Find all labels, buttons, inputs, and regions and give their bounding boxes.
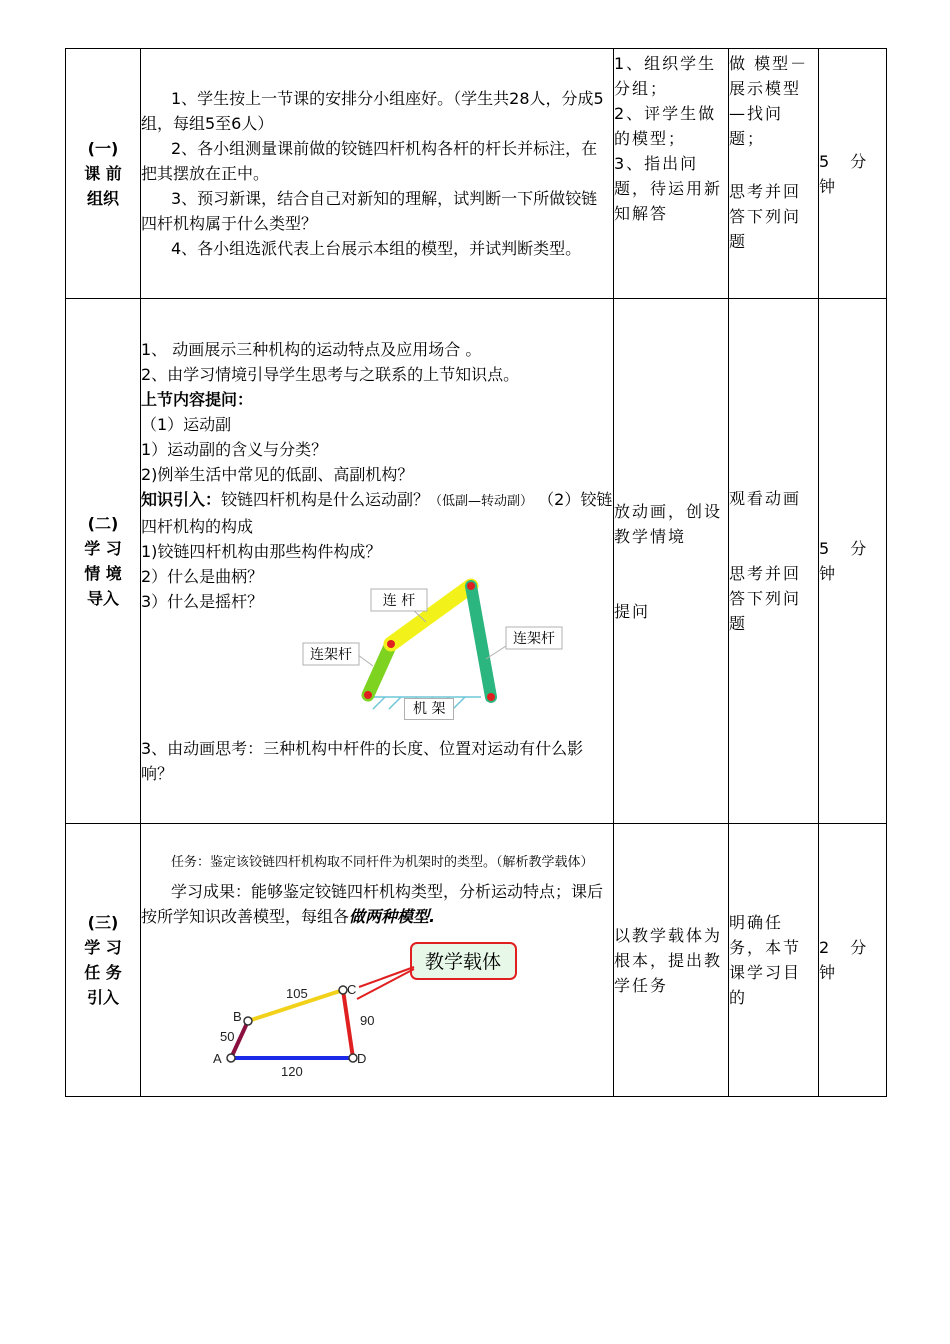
- review-item: 1）运动副的含义与分类？: [141, 439, 328, 459]
- right-side-label: 连架杆: [513, 630, 555, 647]
- content-item: 1、学生按上一节课的安排分小组座好。（学生共28人，分成5组，每组5至6人）: [141, 89, 604, 133]
- pivot-A: [227, 1054, 235, 1062]
- student-activity: 明确任务，本节课学习目的: [729, 913, 802, 1007]
- content-item: 3、由动画思考：三种机构中杆件的长度、位置对运动有什么影响？: [141, 738, 584, 783]
- time-cell: [819, 824, 887, 1097]
- stage-label: (一) 课 前 组织: [84, 139, 122, 208]
- student-activity: 思考并回答下列问题: [729, 182, 802, 251]
- knowledge-intro-label: 知识引入：: [141, 489, 222, 509]
- pivot-D: [349, 1054, 357, 1062]
- stage-cell: [66, 49, 141, 299]
- outcome-emphasis: 做两种模型: [349, 907, 430, 926]
- composition-heading: （2）铰链四杆机构的构成: [141, 489, 613, 536]
- teacher-activity: 1、组织学生分组；: [614, 54, 717, 98]
- question-item: 2）什么是曲柄？: [141, 566, 264, 586]
- teacher-activity: 3、指出问题，待运用新知解答: [614, 154, 723, 223]
- teacher-activity: 以教学载体为根本，提出教学任务: [614, 925, 723, 995]
- teacher-activity: 放动画，创设教学情境: [614, 501, 723, 546]
- length-label-AB: 50: [220, 1029, 235, 1044]
- length-label-AD: 120: [281, 1064, 303, 1079]
- knowledge-intro-note: （低副—转动副）: [429, 493, 534, 509]
- review-item: （1）运动副: [141, 414, 232, 434]
- review-heading: 上节内容提问：: [141, 389, 254, 409]
- pivot-B: [244, 1017, 252, 1025]
- content-cell: [141, 824, 614, 1097]
- table-row: [66, 824, 887, 1097]
- teaching-carrier-diagram: [141, 929, 596, 1079]
- student-activity-cell: [729, 49, 819, 299]
- review-item: 2)例举生活中常见的低副、高副机构？: [141, 464, 414, 484]
- point-label-A: A: [213, 1051, 222, 1066]
- stage-label: (二) 学 习 情 境 导入: [84, 514, 122, 608]
- student-activity: 做 模型－展示模型—找问题；: [729, 54, 809, 148]
- teacher-activity: 提问: [614, 601, 651, 621]
- time-label: 5 分钟: [819, 539, 875, 583]
- time-label: 2 分钟: [819, 938, 875, 982]
- stage-cell: [66, 824, 141, 1097]
- length-label-CD: 90: [360, 1013, 375, 1028]
- point-label-B: B: [233, 1009, 242, 1024]
- stage-cell: [66, 299, 141, 824]
- question-item: 3）什么是摇杆？: [141, 591, 264, 611]
- link-CD: [343, 990, 353, 1058]
- left-side-label: 连架杆: [310, 646, 352, 663]
- teacher-activity-cell: [614, 299, 729, 824]
- time-cell: [819, 49, 887, 299]
- joint-dot: [467, 582, 475, 590]
- stage-label: (三) 学 习 任 务 引入: [84, 913, 122, 1007]
- outcome-text: [141, 879, 613, 929]
- lesson-plan-table: [65, 48, 887, 1097]
- frame-label: 机 架: [404, 698, 454, 720]
- content-item: 4、各小组选派代表上台展示本组的模型，并试判断类型。: [171, 239, 582, 258]
- left-link: [368, 644, 391, 695]
- point-label-D: D: [357, 1051, 367, 1066]
- task-text: 任务：鉴定该铰链四杆机构取不同杆件为机架时的类型。（解析教学载体）: [171, 855, 594, 870]
- student-activity: 观看动画: [729, 489, 802, 508]
- teacher-activity-cell: [614, 49, 729, 299]
- joint-dot: [387, 640, 395, 648]
- callout-label: 教学载体: [424, 951, 502, 973]
- knowledge-intro: [141, 487, 613, 539]
- point-label-C: C: [347, 982, 357, 997]
- content-cell: [141, 49, 614, 299]
- content-item: 2、各小组测量课前做的铰链四杆机构各杆的杆长并标注，在把其摆放在正中。: [141, 139, 598, 183]
- length-label-BC: 105: [286, 986, 308, 1001]
- question-item: 1)铰链四杆机构由那些构件构成？: [141, 541, 382, 561]
- content-item: 3、预习新课，结合自己对新知的理解，试判断一下所做铰链四杆机构属于什么类型？: [141, 189, 598, 233]
- teacher-activity-cell: [614, 824, 729, 1097]
- time-cell: [819, 299, 887, 824]
- content-cell: [141, 299, 614, 824]
- joint-dot: [487, 693, 495, 701]
- pivot-C: [339, 986, 347, 994]
- table-row: [66, 299, 887, 824]
- student-activity-cell: [729, 824, 819, 1097]
- time-label: 5 分钟: [819, 151, 875, 196]
- outcome-suffix: .: [429, 907, 436, 926]
- coupler-label: 连 杆: [382, 592, 416, 609]
- content-item: 2、由学习情境引导学生思考与之联系的上节知识点。: [141, 364, 520, 384]
- teacher-activity: 2、评学生做的模型；: [614, 104, 717, 148]
- joint-dot: [364, 691, 372, 699]
- right-link: [471, 586, 491, 697]
- content-item: 1、 动画展示三种机构的运动特点及应用场合 。: [141, 339, 482, 359]
- outcome-prefix: 学习成果：能够鉴定铰链四杆机构类型，分析运动特点；课后按所学知识改善模型，每组各: [141, 882, 604, 926]
- knowledge-intro-text: 铰链四杆机构是什么运动副？: [221, 489, 430, 509]
- student-activity: 思考并回答下列问题: [729, 564, 802, 633]
- student-activity-cell: [729, 299, 819, 824]
- table-row: [66, 49, 887, 299]
